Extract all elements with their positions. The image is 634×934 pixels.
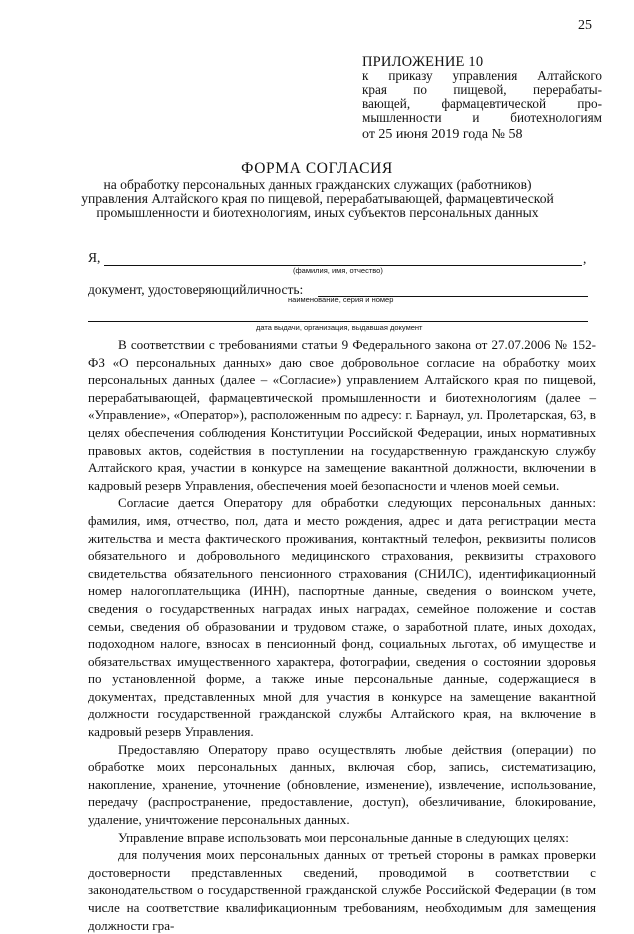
document-field-hint: наименование, серия и номер — [288, 295, 394, 304]
body-paragraph: В соответствии с требованиями статьи 9 Федерального закона от 27.07.2006 № 152-ФЗ «О персональных данных» даю свое добровольное согласие на обработку моих персональных данных (далее – «Согласие») управлением Алтайского края по пищевой, перерабатывающей, фармацевтической промышленности и биотехнологиям (далее – «Управление», «Оператор»), расположенным по адресу: г. Барнаул, ул. Пролетарская, 63, в целях обеспечения соблюдения Конституции Российской Федерации, иных нормативных правовых актов, содействия в поступлении на государственную гражданскую службу Алтайского края, участии в конкурсе на замещение вакантной должности, включении в кадровый резерв Управления, обеспечения моей безопасности и членов моей семьи. — [88, 337, 596, 493]
name-field-hint: (фамилия, имя, отчество) — [293, 266, 383, 275]
consent-body — [88, 336, 596, 934]
document-field-label: документ, удостоверяющийличность: — [88, 282, 304, 297]
body-paragraph: Предоставляю Оператору право осуществлять любые действия (операции) по обработке моих персональных данных, включая сбор, запись, систематизацию, накопление, хранение, уточнение (обновление, изменение), извлечение, использование, передачу (распространение, предоставление, доступ), обезличивание, блокирование, удаление, уничтожение персональных данных. — [88, 741, 596, 828]
page-number: 25 — [578, 18, 592, 33]
body-paragraph: Управление вправе использовать мои персональные данные в следующих целях: — [118, 829, 569, 845]
body-paragraph: для получения моих персональных данных от третьей стороны в рамках проверки достоверности представленных сведений, проводимой в соответствии с законодательством о государственной гражданской службе Российской Федерации (в том числе на соответствие квалификационным требованиям, необходимым для замещения должности гра- — [88, 847, 596, 933]
form-subtitle: на обработку персональных данных гражданских служащих (работников) управления Алтайского края по пищевой, перерабатывающей, фармацевтической промышленности и биотехнологиям, иных субъектов персональных данных — [81, 177, 554, 221]
form-title: ФОРМА СОГЛАСИЯ — [241, 160, 393, 177]
body-paragraph: Согласие дается Оператору для обработки следующих персональных данных: фамилия, имя, отчество, пол, дата и место рождения, адрес и дата регистрации места жительства и места фактического проживания, контактный телефон, реквизиты полисов обязательного и добровольного медицинского страхования, реквизиты страхового свидетельства обязательного пенсионного страхования (СНИЛС), идентификационный номер налогоплательщика (ИНН), паспортные данные, сведения о воинском учете, сведения о государственных наградах иных наградах, семейное положение и состав семьи, сведения об образовании и трудовом стаже, о заработной плате, иных доходах, подоходном налоге, взносах в пенсионный фонд, социальных льготах, об имуществе и обязательствах имущественного характера, фотографии, сведения о состоянии здоровья по установленной форме, а также иные персональные данные, содержащиеся в документах, представленных мной для участия в конкурсе на замещение вакантной должности государственной гражданской службы Алтайского края, на включение в кадровый резерв Управления. — [88, 495, 596, 740]
appendix-title: ПРИЛОЖЕНИЕ 10 — [362, 54, 484, 70]
name-field-suffix: , — [583, 251, 587, 266]
appendix-line: края по пищевой, перерабаты- — [362, 82, 602, 97]
appendix-date: от 25 июня 2019 года № 58 — [362, 127, 523, 142]
appendix-line: вающей, фармацевтической про- — [362, 96, 602, 111]
name-field-label: Я, — [88, 250, 101, 265]
issue-field-line[interactable] — [88, 321, 588, 322]
appendix-line: к приказу управления Алтайского — [362, 68, 602, 83]
appendix-header — [362, 55, 602, 142]
issue-field-hint: дата выдачи, организация, выдавшая документ — [256, 323, 423, 332]
appendix-line: мышленности и биотехнологиям — [362, 110, 602, 125]
